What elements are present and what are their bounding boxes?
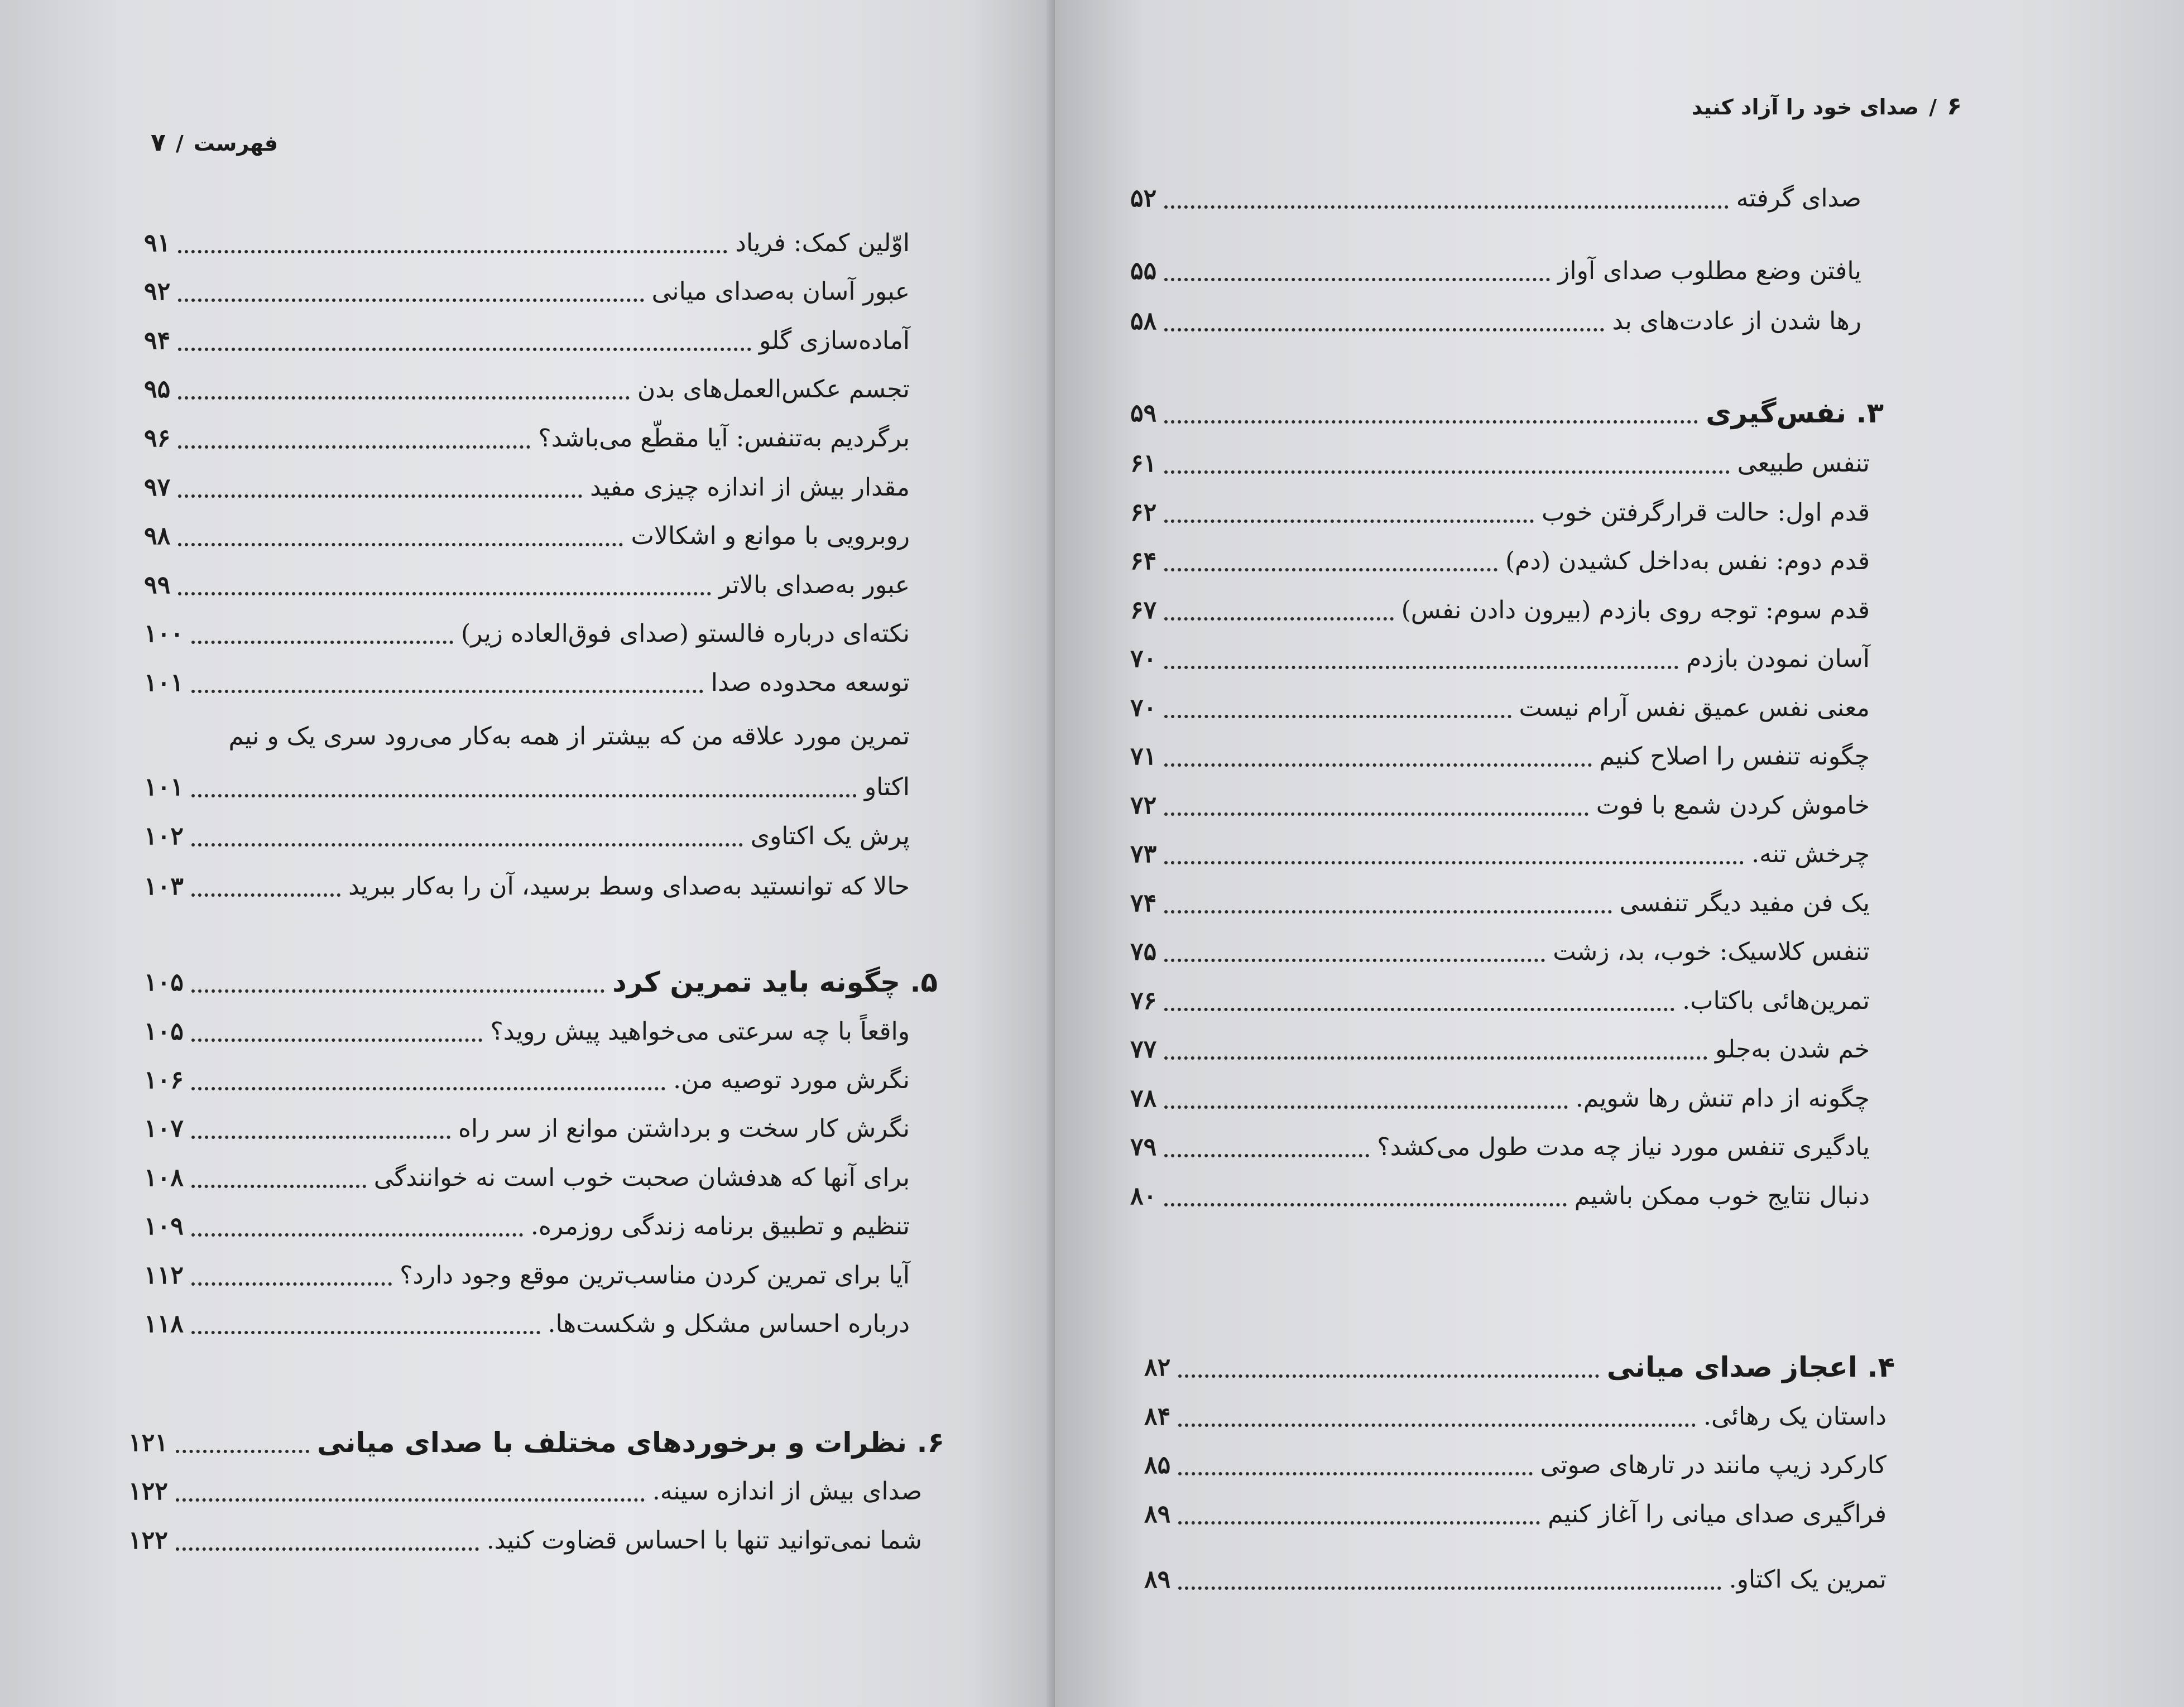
- toc-entry: [144, 611, 910, 656]
- toc-entry: [144, 814, 910, 858]
- entry-title: فراگیری صدای میانی را آغاز کنیم: [1548, 1499, 1887, 1528]
- page-number: ۱۰۱: [144, 668, 184, 697]
- toc-entry: [1144, 1394, 1887, 1439]
- dot-leader: [191, 989, 604, 993]
- toc-entry: [1130, 734, 1870, 778]
- entry-title: آیا برای تمرین کردن مناسب‌ترین موقع وجود دارد؟: [400, 1261, 910, 1290]
- page-number: ۱۰۳: [144, 872, 184, 901]
- dot-leader: [1164, 763, 1591, 767]
- toc-entry: [144, 1155, 910, 1200]
- page-number: ۷۲: [1130, 791, 1157, 820]
- toc-entry: [1144, 1442, 1887, 1487]
- page-number: ۹۱: [144, 228, 171, 257]
- entry-title: قدم اول: حالت قرارگرفتن خوب: [1542, 498, 1870, 527]
- dot-leader: [191, 1038, 482, 1042]
- toc-entry: [144, 220, 910, 265]
- dot-leader: [191, 893, 340, 897]
- page-number: ۶۷: [1130, 595, 1157, 624]
- page-number: ۱۰۱: [144, 772, 184, 801]
- toc-entry: [144, 1204, 910, 1248]
- toc-entry: [1130, 978, 1870, 1023]
- page-number: ۸۹: [1144, 1565, 1171, 1594]
- dot-leader: [191, 690, 703, 693]
- entry-title: نگرش کار سخت و برداشتن موانع از سر راه: [458, 1114, 910, 1143]
- dot-leader: [191, 1087, 665, 1090]
- entry-title: یافتن وضع مطلوب صدای آواز: [1558, 256, 1861, 285]
- page-number: ۱۱۲: [144, 1261, 184, 1290]
- page-number: ۸۵: [1144, 1450, 1171, 1479]
- dot-leader: [191, 1185, 366, 1188]
- dot-leader: [191, 641, 453, 644]
- toc-entry: [1130, 538, 1870, 583]
- entry-title: قدم سوم: توجه روی بازدم (بیرون دادن نفس): [1401, 595, 1870, 624]
- toc-entry: [1144, 1492, 1887, 1536]
- entry-title: حالا که توانستید به‌صدای وسط برسید، آن را به‌کار ببرید: [348, 872, 910, 901]
- header-title: صدای خود را آزاد کنید: [1691, 95, 1919, 119]
- dot-leader: [191, 1136, 450, 1139]
- page-number: ۷۰: [1130, 693, 1157, 722]
- page-number: ۵۹: [1130, 398, 1157, 427]
- toc-entry: [1130, 1174, 1870, 1218]
- page-number: ۵۵: [1130, 256, 1157, 285]
- entry-title: تنفس کلاسیک: خوب، بد، زشت: [1553, 937, 1870, 966]
- dot-leader: [1164, 1154, 1369, 1157]
- entry-title: تجسم عکس‌العمل‌های بدن: [637, 374, 910, 403]
- page-number: ۸۰: [1130, 1181, 1157, 1210]
- page-number: ۶۲: [1130, 498, 1157, 527]
- dot-leader: [1164, 861, 1744, 864]
- entry-title: برگردیم به‌تنفس: آیا مقطّع می‌باشد؟: [538, 424, 910, 453]
- toc-entry: [1130, 783, 1870, 828]
- toc-entry: [128, 1518, 922, 1562]
- dot-leader: [178, 348, 751, 351]
- dot-leader: [1164, 812, 1588, 816]
- entry-title: صدای بیش از اندازه سینه.: [652, 1477, 922, 1506]
- dot-leader: [191, 1331, 540, 1334]
- entry-title: تنظیم و تطبیق برنامه زندگی روزمره.: [530, 1211, 910, 1240]
- page-number: ۷۱: [1130, 742, 1157, 771]
- entry-title: صدای گرفته: [1736, 184, 1861, 213]
- chapter-heading: [128, 1420, 944, 1465]
- dot-leader: [178, 494, 582, 498]
- dot-leader: [1164, 1105, 1568, 1109]
- page-number: ۹۹: [144, 570, 171, 599]
- entry-title: داستان یک رهائی.: [1703, 1402, 1887, 1431]
- left-page: [0, 0, 1052, 1707]
- page-number: ۵۲: [1130, 184, 1157, 213]
- entry-title: چرخش تنه.: [1751, 839, 1870, 868]
- header-separator: /: [175, 131, 184, 156]
- entry-title: پرش یک اکتاوی: [750, 821, 910, 850]
- dot-leader: [1178, 1521, 1540, 1525]
- page-number: ۱۰۲: [144, 821, 184, 850]
- entry-title: ۶. نظرات و برخوردهای مختلف با صدای میانی: [317, 1426, 944, 1459]
- chapter-heading: [144, 960, 938, 1004]
- dot-leader: [1164, 1008, 1674, 1011]
- dot-leader: [1164, 910, 1611, 913]
- dot-leader: [1178, 1472, 1532, 1475]
- page-number: ۱۲۲: [128, 1477, 168, 1506]
- header-page-number: ۷: [151, 128, 166, 157]
- entry-title: شما نمی‌توانید تنها با احساس قضاوت کنید.: [486, 1526, 922, 1555]
- page-number: ۹۵: [144, 374, 171, 403]
- toc-entry: [144, 416, 910, 460]
- toc-entry: [144, 1106, 910, 1151]
- toc-entry: [144, 764, 910, 809]
- page-number: ۷۸: [1130, 1084, 1157, 1113]
- entry-title: تمرین‌هائی باکتاب.: [1682, 986, 1870, 1015]
- page-number: ۱۲۲: [128, 1526, 168, 1555]
- toc-entry: [1130, 1027, 1870, 1071]
- header-title: فهرست: [193, 131, 278, 156]
- page-number: ۱۰۰: [144, 619, 184, 648]
- entry-title: معنی نفس عمیق نفس آرام نیست: [1519, 693, 1870, 722]
- entry-title: دنبال نتایج خوب ممکن باشیم: [1574, 1181, 1870, 1210]
- dot-leader: [178, 299, 644, 302]
- entry-title: خاموش کردن شمع با فوت: [1596, 791, 1870, 820]
- page-number: ۷۴: [1130, 888, 1157, 917]
- running-header: [1692, 92, 1962, 121]
- toc-entry: [1130, 441, 1870, 485]
- page-number: ۷۵: [1130, 937, 1157, 966]
- header-separator: /: [1929, 95, 1937, 119]
- toc-entry: [144, 269, 910, 314]
- entry-title: درباره احساس مشکل و شکست‌ها.: [548, 1309, 910, 1338]
- toc-entry: [144, 660, 910, 705]
- entry-title: اوّلین کمک: فریاد: [735, 228, 910, 257]
- chapter-heading: [1144, 1345, 1895, 1389]
- entry-title: ۴. اعجاز صدای میانی: [1606, 1351, 1895, 1383]
- entry-title: مقدار بیش از اندازه چیزی مفید: [590, 473, 910, 502]
- toc-entry: [1130, 881, 1870, 925]
- chapter-heading: [1130, 391, 1884, 435]
- entry-title: آماده‌سازی گلو: [759, 326, 910, 355]
- entry-title: آسان نمودن بازدم: [1686, 644, 1870, 673]
- entry-title: عبور به‌صدای بالاتر: [719, 570, 910, 599]
- page-number: ۱۰۵: [144, 968, 184, 997]
- dot-leader: [178, 396, 630, 400]
- dot-leader: [191, 1282, 392, 1286]
- page-number: ۱۰۷: [144, 1114, 184, 1143]
- dot-leader: [1164, 715, 1511, 718]
- dot-leader: [191, 843, 743, 847]
- entry-title: چگونه از دام تنش رها شویم.: [1575, 1084, 1870, 1113]
- dot-leader: [1178, 1374, 1599, 1378]
- entry-title: قدم دوم: نفس به‌داخل کشیدن (دم): [1505, 546, 1870, 575]
- page-number: ۵۸: [1130, 306, 1157, 335]
- page-number: ۱۲۱: [128, 1428, 168, 1457]
- toc-entry: [1130, 636, 1870, 681]
- toc-entry: [1130, 588, 1870, 632]
- page-number: ۷۷: [1130, 1035, 1157, 1064]
- toc-entry: [144, 1009, 910, 1054]
- page-number: ۱۰۹: [144, 1211, 184, 1240]
- toc-entry: [1130, 299, 1861, 343]
- toc-entry: [1144, 1557, 1887, 1602]
- toc-entry: [144, 562, 910, 607]
- dot-leader: [1164, 666, 1678, 669]
- toc-entry: [1130, 929, 1870, 974]
- entry-title: توسعه محدوده صدا: [711, 668, 910, 697]
- page-number: ۱۰۵: [144, 1017, 184, 1046]
- toc-entry: [144, 367, 910, 411]
- toc-entry: [1130, 1076, 1870, 1121]
- dot-leader: [178, 592, 711, 595]
- toc-entry: [1130, 1124, 1870, 1169]
- page-number: ۹۸: [144, 521, 171, 550]
- toc-entry: [1130, 248, 1861, 293]
- entry-title: نگرش مورد توصیه من.: [673, 1065, 910, 1094]
- page-number: ۷۳: [1130, 839, 1157, 868]
- toc-entry: [128, 1469, 922, 1513]
- page-number: ۸۹: [1144, 1499, 1171, 1528]
- entry-title: یک فن مفید دیگر تنفسی: [1619, 888, 1870, 917]
- entry-title: رها شدن از عادت‌های بد: [1612, 306, 1861, 335]
- page-number: ۶۴: [1130, 546, 1157, 575]
- dot-leader: [1164, 1203, 1566, 1206]
- entry-title: تمرین یک اکتاو.: [1729, 1565, 1887, 1594]
- entry-title-line1: تمرین مورد علاقه من که بیشتر از همه به‌کار می‌رود سری یک و نیم: [228, 722, 910, 751]
- dot-leader: [178, 445, 530, 449]
- dot-leader: [176, 1547, 479, 1551]
- dot-leader: [1164, 470, 1729, 474]
- toc-entry: [1130, 176, 1861, 220]
- entry-title: واقعاً با چه سرعتی می‌خواهید پیش روید؟: [490, 1017, 910, 1046]
- page-number: ۱۱۸: [144, 1309, 184, 1338]
- entry-title: اکتاو: [864, 772, 910, 801]
- dot-leader: [191, 1233, 523, 1237]
- dot-leader: [176, 1450, 309, 1453]
- dot-leader: [178, 543, 623, 546]
- page-number: ۹۷: [144, 473, 171, 502]
- dot-leader: [1164, 959, 1545, 962]
- toc-entry: [144, 318, 910, 363]
- running-header: [151, 128, 278, 157]
- toc-entry: [144, 465, 910, 509]
- entry-title: کارکرد زیپ مانند در تارهای صوتی: [1540, 1450, 1887, 1479]
- page-number: ۱۰۸: [144, 1163, 184, 1192]
- toc-entry: [1130, 685, 1870, 730]
- toc-entry: [144, 1301, 910, 1346]
- dot-leader: [1164, 278, 1550, 281]
- entry-title: برای آنها که هدفشان صحبت خوب است نه خوانندگی: [373, 1163, 910, 1192]
- toc-entry: [144, 513, 910, 558]
- dot-leader: [1164, 568, 1497, 571]
- dot-leader: [1164, 520, 1534, 523]
- page-number: ۷۰: [1130, 644, 1157, 673]
- entry-title: ۳. نفس‌گیری: [1706, 397, 1884, 429]
- entry-title: تنفس طبیعی: [1737, 449, 1870, 478]
- dot-leader: [1164, 1056, 1707, 1060]
- right-page: [1055, 0, 2184, 1707]
- page-number: ۶۱: [1130, 449, 1157, 478]
- entry-title: روبرویی با موانع و اشکالات: [631, 521, 910, 550]
- header-page-number: ۶: [1947, 92, 1962, 121]
- entry-title: ۵. چگونه باید تمرین کرد: [612, 966, 938, 998]
- page-number: ۹۴: [144, 326, 171, 355]
- dot-leader: [1164, 617, 1393, 621]
- toc-entry: [144, 1057, 910, 1102]
- dot-leader: [178, 250, 727, 253]
- page-number: ۸۲: [1144, 1353, 1171, 1382]
- dot-leader: [1164, 420, 1698, 424]
- entry-title: نکته‌ای درباره فالستو (صدای فوق‌العاده زیر): [461, 619, 910, 648]
- page-number: ۸۴: [1144, 1402, 1171, 1431]
- entry-title: عبور آسان به‌صدای میانی: [651, 277, 910, 306]
- toc-entry: [1130, 831, 1870, 876]
- dot-leader: [176, 1498, 645, 1502]
- entry-title: چگونه تنفس را اصلاح کنیم: [1599, 742, 1870, 771]
- page-number: ۷۶: [1130, 986, 1157, 1015]
- page-number: ۹۲: [144, 277, 171, 306]
- toc-entry: [144, 1253, 910, 1297]
- entry-title: یادگیری تنفس مورد نیاز چه مدت طول می‌کشد؟: [1377, 1132, 1870, 1161]
- page-number: ۱۰۶: [144, 1065, 184, 1094]
- dot-leader: [1164, 205, 1729, 209]
- dot-leader: [1178, 1586, 1721, 1590]
- toc-entry: [144, 864, 910, 908]
- dot-leader: [1178, 1424, 1696, 1427]
- dot-leader: [1164, 328, 1604, 331]
- toc-entry: [1130, 490, 1870, 535]
- dot-leader: [191, 794, 857, 797]
- page-number: ۷۹: [1130, 1132, 1157, 1161]
- entry-title: خم شدن به‌جلو: [1715, 1035, 1870, 1064]
- page-number: ۹۶: [144, 424, 171, 453]
